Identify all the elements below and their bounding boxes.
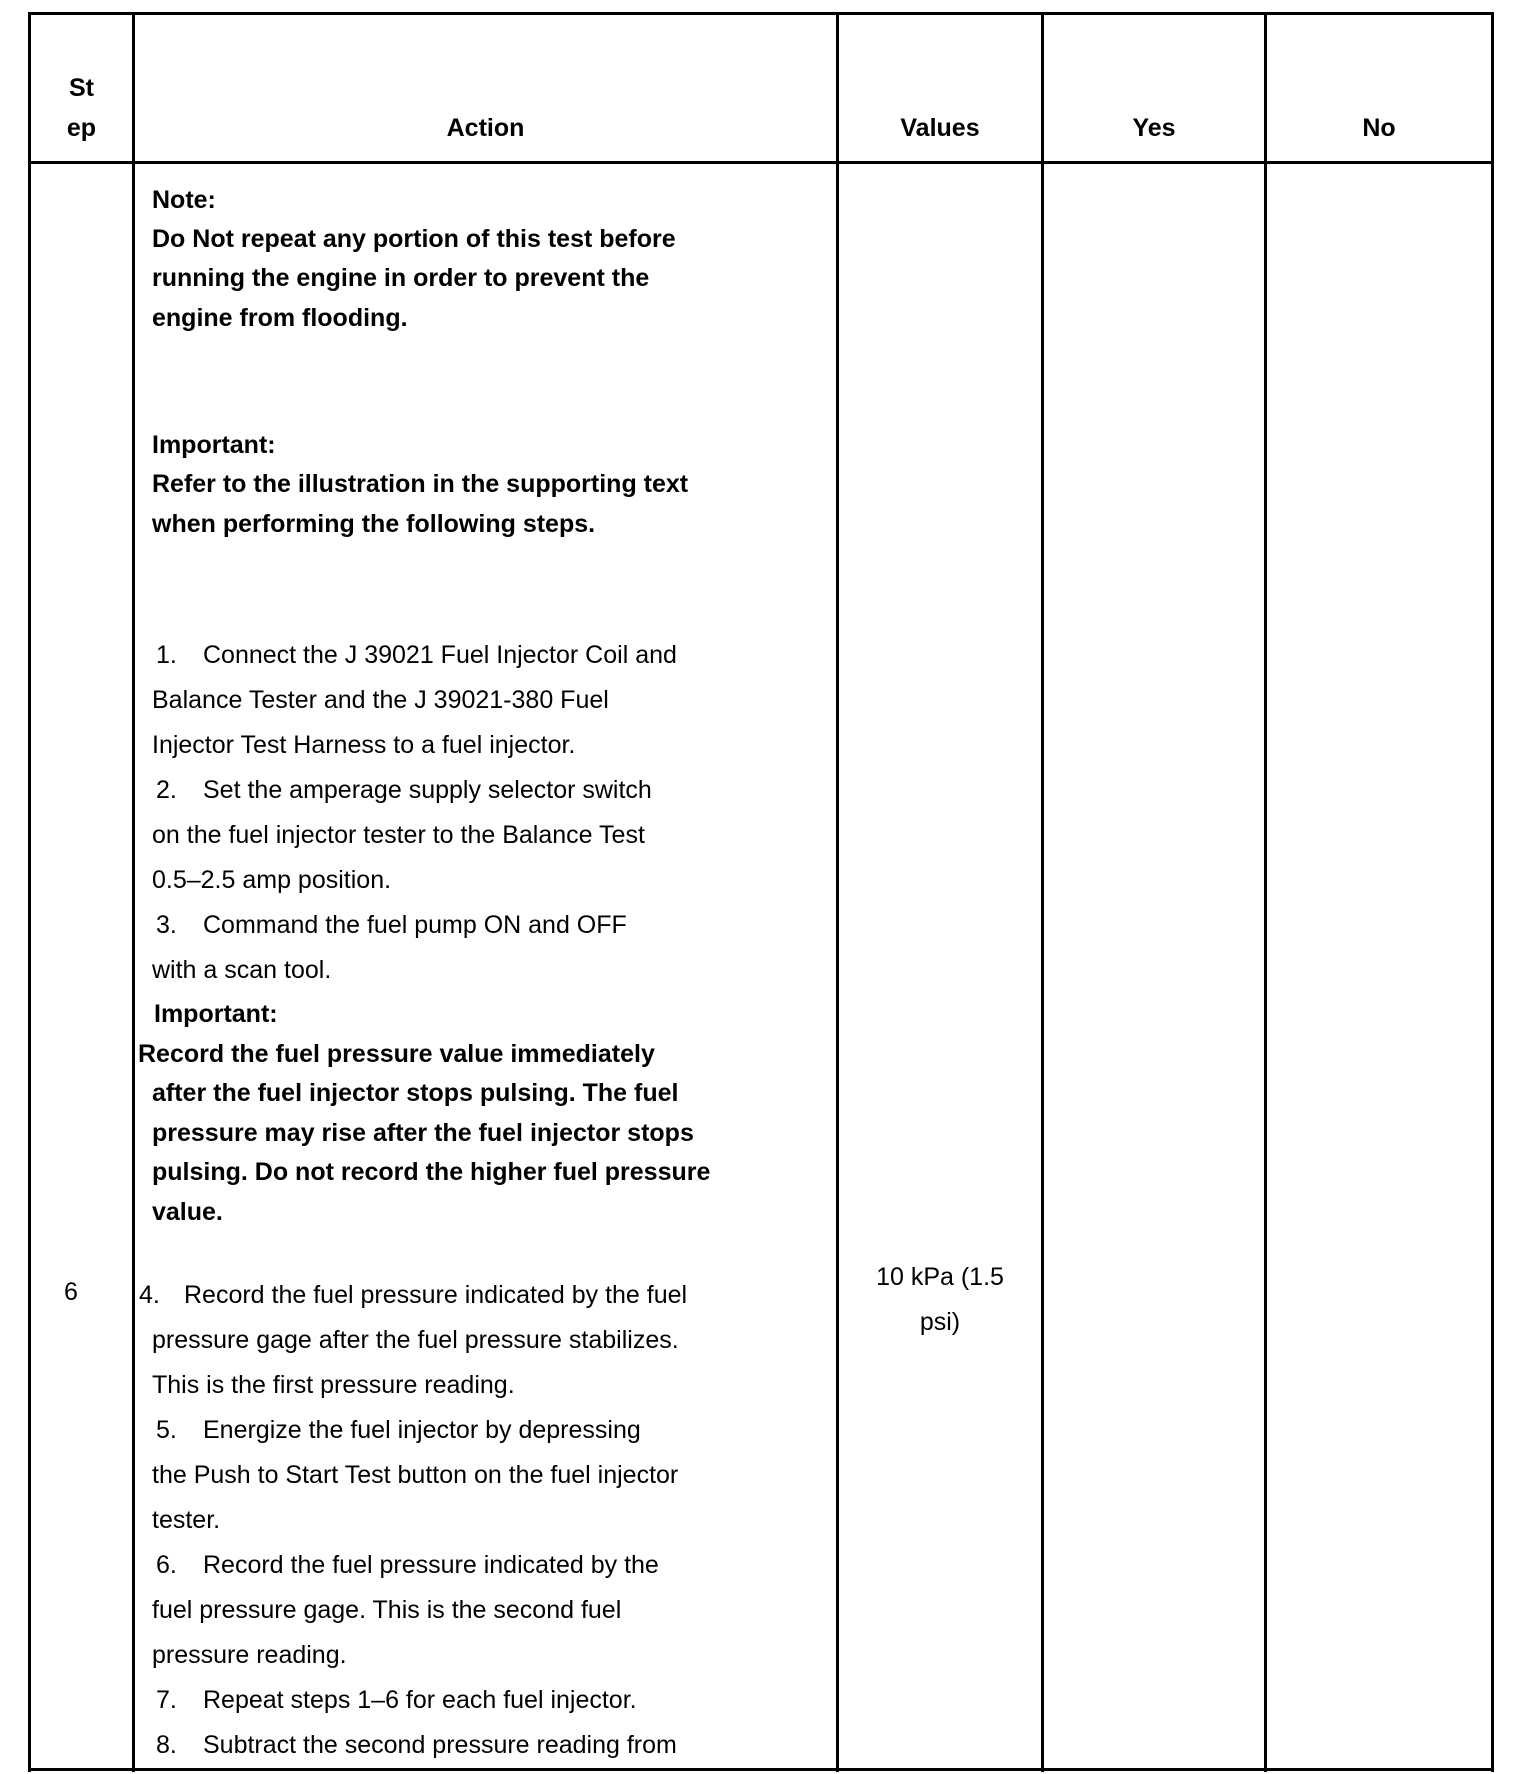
- important-line: when performing the following steps.: [152, 510, 596, 538]
- list-text: Record the fuel pressure indicated by the: [203, 1551, 659, 1579]
- header-step-line2: ep: [66, 114, 97, 142]
- col-divider-yes-no: [1264, 12, 1267, 1772]
- value-line: psi): [919, 1308, 961, 1336]
- list-text-line: This is the first pressure reading.: [152, 1371, 515, 1399]
- header-step-line1: St: [69, 74, 94, 102]
- note-line: Do Not repeat any portion of this test before: [152, 225, 676, 253]
- list-text-line: Balance Tester and the J 39021-380 Fuel: [152, 686, 609, 714]
- list-text: Set the amperage supply selector switch: [203, 776, 652, 804]
- list-text: Connect the J 39021 Fuel Injector Coil and: [203, 641, 677, 669]
- list-text-line: fuel pressure gage. This is the second fuel: [152, 1596, 622, 1624]
- list-text-line: pressure reading.: [152, 1641, 347, 1669]
- header-step: [31, 68, 132, 148]
- list-text: Subtract the second pressure reading from: [203, 1731, 677, 1759]
- list-number: 1.: [156, 641, 177, 669]
- list-item: [156, 776, 652, 805]
- list-number: 2.: [156, 776, 177, 804]
- list-text: Command the fuel pump ON and OFF: [203, 911, 627, 939]
- header-no: No: [1362, 114, 1396, 142]
- table-left-border: [28, 12, 31, 1772]
- list-text: Repeat steps 1–6 for each fuel injector.: [203, 1686, 637, 1714]
- list-number: 5.: [156, 1416, 177, 1444]
- header-values: Values: [900, 114, 980, 142]
- important-title: Important:: [152, 431, 276, 459]
- important-title: Important:: [154, 1000, 278, 1028]
- list-text: Energize the fuel injector by depressing: [203, 1416, 641, 1444]
- list-item: [156, 641, 677, 670]
- table-right-border: [1491, 12, 1494, 1772]
- list-text-line: on the fuel injector tester to the Balance Test: [152, 821, 645, 849]
- important-line: pulsing. Do not record the higher fuel pressure: [152, 1158, 711, 1186]
- list-item: [156, 1416, 641, 1445]
- important-line: after the fuel injector stops pulsing. The fuel: [152, 1079, 679, 1107]
- note-title: Note:: [152, 186, 216, 214]
- important-line: Record the fuel pressure value immediately: [138, 1040, 655, 1068]
- note-line: running the engine in order to prevent the: [152, 264, 650, 292]
- list-item: [156, 1551, 659, 1580]
- list-text-line: the Push to Start Test button on the fuel injector: [152, 1461, 679, 1489]
- important-line: value.: [152, 1198, 223, 1226]
- list-text: Record the fuel pressure indicated by the fuel: [184, 1281, 688, 1309]
- table-bottom-border: [28, 1768, 1494, 1771]
- important-line: Refer to the illustration in the supporting text: [152, 470, 689, 498]
- list-number: 8.: [156, 1731, 177, 1759]
- list-item: [139, 1281, 687, 1310]
- list-text-line: tester.: [152, 1506, 221, 1534]
- col-divider-values-yes: [1041, 12, 1044, 1772]
- list-text-line: pressure gage after the fuel pressure stabilizes.: [152, 1326, 679, 1354]
- table-top-border: [28, 12, 1494, 15]
- header-yes: Yes: [1132, 114, 1176, 142]
- list-text-line: Injector Test Harness to a fuel injector.: [152, 731, 576, 759]
- col-divider-action-values: [836, 12, 839, 1772]
- header-action: Action: [446, 114, 525, 142]
- list-number: 3.: [156, 911, 177, 939]
- note-line: engine from flooding.: [152, 304, 408, 332]
- list-text-line: 0.5–2.5 amp position.: [152, 866, 392, 894]
- step-number: 6: [64, 1278, 78, 1306]
- list-text-line: with a scan tool.: [152, 956, 332, 984]
- list-number: 4.: [139, 1281, 160, 1309]
- values-cell: [839, 1255, 1041, 1345]
- list-item: [156, 1731, 677, 1760]
- col-divider-step-action: [132, 12, 135, 1772]
- list-item: [156, 1686, 637, 1715]
- list-number: 6.: [156, 1551, 177, 1579]
- header-bottom-border: [28, 161, 1494, 164]
- list-number: 7.: [156, 1686, 177, 1714]
- important-line: pressure may rise after the fuel injector stops: [152, 1119, 694, 1147]
- value-line: 10 kPa (1.5: [876, 1263, 1004, 1291]
- list-item: [156, 911, 627, 940]
